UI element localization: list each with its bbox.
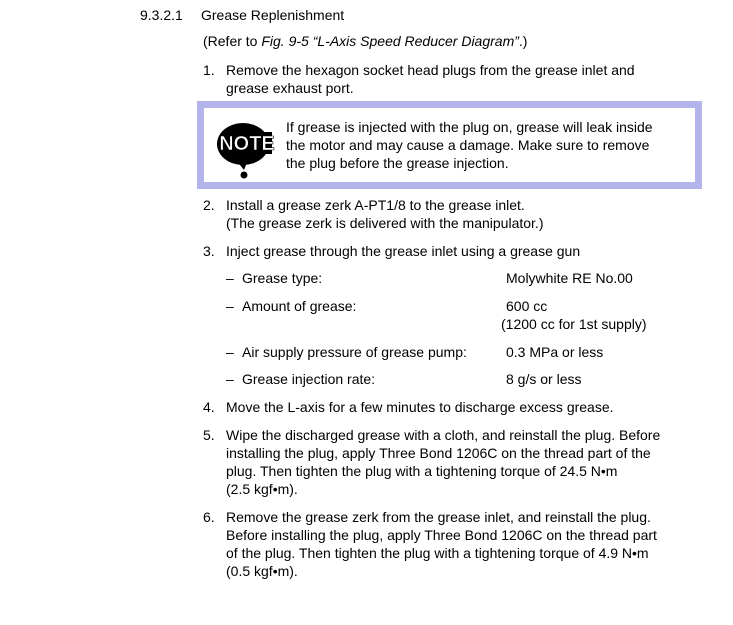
section-title: Grease Replenishment — [201, 7, 345, 23]
step-number: 4. — [203, 399, 215, 415]
note-icon-label: NOTE — [219, 133, 275, 155]
step-number: 5. — [203, 427, 215, 443]
spec-dash: – — [226, 270, 234, 286]
spec-dash: – — [226, 371, 234, 387]
step-text: Wipe the discharged grease with a cloth, and reinstall the plug. Before installing the plug, apply Three Bond 1206C on the thread part of the plug. Then tighten the plug with a tightening torque of 24.5 N•m (2.5 kgf•m). — [226, 427, 661, 497]
spec-label: Grease injection rate: — [242, 371, 376, 387]
step-number: 6. — [203, 509, 215, 525]
spec-dash: – — [226, 344, 234, 360]
step-number: 3. — [203, 243, 215, 259]
step-text: Move the L-axis for a few minutes to discharge excess grease. — [226, 399, 614, 415]
spec-label: Air supply pressure of grease pump: — [242, 344, 467, 360]
spec-value: 8 g/s or less — [506, 371, 582, 387]
section-number: 9.3.2.1 — [140, 7, 183, 23]
spec-value-note: (1200 cc for 1st supply) — [501, 316, 647, 332]
note-icon — [214, 120, 276, 180]
step-text: Remove the grease zerk from the grease inlet, and reinstall the plug. Before installing the plug, apply Three Bond 1206C on the thread part of the plug. Then tighten the plug with a tightening torque of 4.9 N•m (0.5 kgf•m). — [226, 509, 657, 579]
spec-value: Molywhite RE No.00 — [506, 270, 633, 286]
step-number: 2. — [203, 197, 215, 213]
spec-label: Amount of grease: — [242, 298, 357, 314]
step-text: Remove the hexagon socket head plugs from the grease inlet and grease exhaust port. — [226, 62, 635, 96]
step-text: Install a grease zerk A-PT1/8 to the grease inlet. (The grease zerk is delivered with the manipulator.) — [226, 197, 544, 231]
spec-value: 600 cc — [506, 298, 548, 314]
step-text: Inject grease through the grease inlet using a grease gun — [226, 243, 581, 259]
spec-label: Grease type: — [242, 270, 323, 286]
note-text: If grease is injected with the plug on, grease will leak inside the motor and may cause a damage. Make sure to remove the plug before the grease injection. — [286, 119, 653, 171]
spec-value: 0.3 MPa or less — [506, 344, 604, 360]
figure-reference: (Refer to Fig. 9-5 “L-Axis Speed Reducer Diagram”.) — [203, 33, 528, 49]
note-box — [197, 101, 702, 189]
step-number: 1. — [203, 62, 215, 78]
spec-dash: – — [226, 298, 234, 314]
